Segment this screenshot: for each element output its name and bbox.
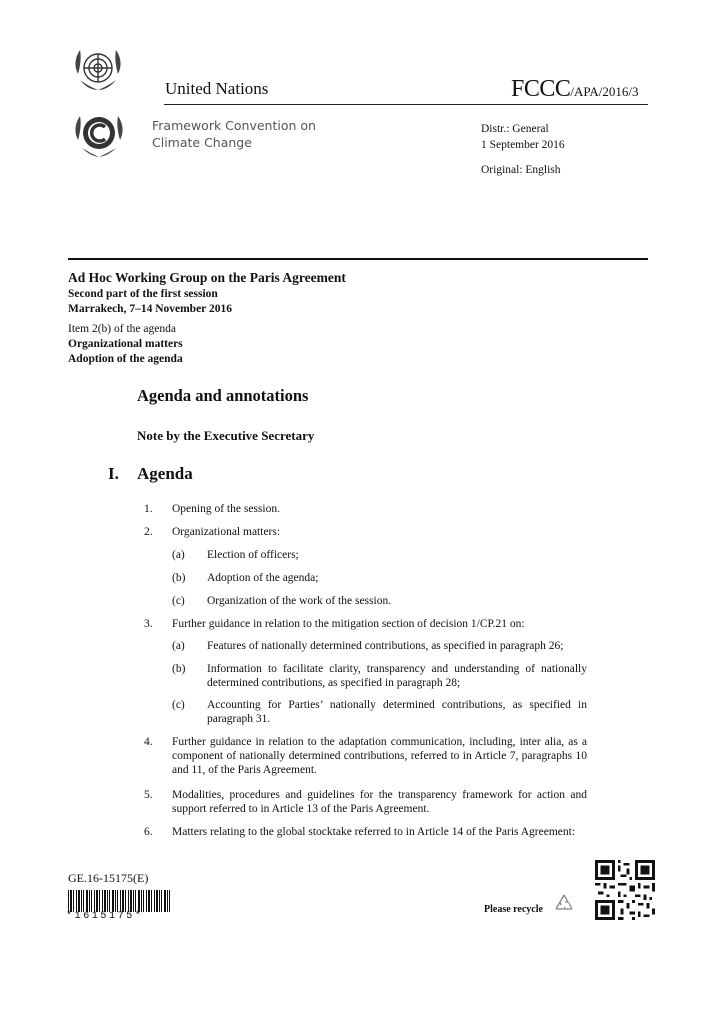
distribution-label: Distr.: General (481, 123, 549, 135)
agenda-subnumber: (b) (172, 663, 186, 675)
meeting-body: Ad Hoc Working Group on the Paris Agreement (68, 270, 346, 285)
agenda-item-block (68, 322, 183, 367)
agenda-subitem: Election of officers; (207, 549, 299, 561)
section-title: Agenda (137, 464, 193, 483)
meeting-session: Second part of the first session (68, 288, 218, 300)
agenda-number: 3. (144, 618, 153, 630)
agenda-item-ref: Item 2(b) of the agenda (68, 323, 176, 335)
convention-name: Framework Convention on Climate Change (152, 118, 316, 150)
qr-code-icon (595, 860, 655, 925)
document-symbol: FCCC/APA/2016/3 (511, 76, 639, 102)
agenda-subitem: Information to facilitate clarity, transparency and understanding of nationally determined contributions, as specified in paragraph 28; (207, 663, 587, 689)
agenda-number: 5. (144, 789, 153, 801)
agenda-number: 6. (144, 826, 153, 838)
agenda-subnumber: (a) (172, 549, 185, 561)
document-note: Note by the Executive Secretary (137, 428, 315, 443)
organization-name: United Nations (165, 79, 269, 98)
job-number: GE.16-15175(E) (68, 871, 149, 885)
agenda-subnumber: (c) (172, 699, 185, 711)
document-date: 1 September 2016 (481, 139, 565, 151)
agenda-number: 4. (144, 736, 153, 748)
agenda-item: Organizational matters: (172, 526, 281, 538)
climate-change-logo-icon (70, 108, 128, 163)
agenda-subnumber: (c) (172, 595, 185, 607)
recycle-icon (552, 892, 576, 921)
agenda-number: 1. (144, 503, 153, 515)
agenda-item: Matters relating to the global stocktake referred to in Article 14 of the Paris Agreement: (172, 826, 576, 838)
section-number: I. (108, 464, 119, 483)
agenda-item-subtopic: Adoption of the agenda (68, 353, 183, 365)
agenda-subnumber: (a) (172, 640, 185, 652)
agenda-item: Opening of the session. (172, 503, 280, 515)
barcode-text: *1615175* (66, 911, 144, 922)
barcode-icon (68, 890, 170, 912)
agenda-subitem: Features of nationally determined contributions, as specified in paragraph 26; (207, 640, 564, 652)
recycle-label: Please recycle (484, 904, 543, 915)
agenda-subitem: Organization of the work of the session. (207, 595, 392, 607)
agenda-subitem: Adoption of the agenda; (207, 572, 319, 584)
thick-divider (68, 258, 648, 260)
agenda-number: 2. (144, 526, 153, 538)
un-emblem-icon (68, 44, 128, 99)
agenda-item: Modalities, procedures and guidelines for the transparency framework for action and support referred to in Article 13 of the Paris Agreement. (172, 789, 587, 815)
header-divider (164, 104, 648, 105)
agenda-item-topic: Organizational matters (68, 338, 183, 350)
agenda-subitem: Accounting for Parties’ nationally determined contributions, as specified in paragraph 31. (207, 699, 587, 725)
agenda-item: Further guidance in relation to the mitigation section of decision 1/CP.21 on: (172, 618, 525, 630)
agenda-item: Further guidance in relation to the adaptation communication, including, inter alia, as a component of nationally determined contributions, referred to in Article 7, paragraphs 10 and 11, of the Paris Agreement. (172, 736, 587, 776)
original-language: Original: English (481, 164, 561, 176)
agenda-subnumber: (b) (172, 572, 186, 584)
distribution-block (481, 121, 565, 153)
document-title: Agenda and annotations (137, 386, 309, 405)
meeting-place-dates: Marrakech, 7–14 November 2016 (68, 303, 232, 315)
meeting-block (68, 269, 346, 317)
